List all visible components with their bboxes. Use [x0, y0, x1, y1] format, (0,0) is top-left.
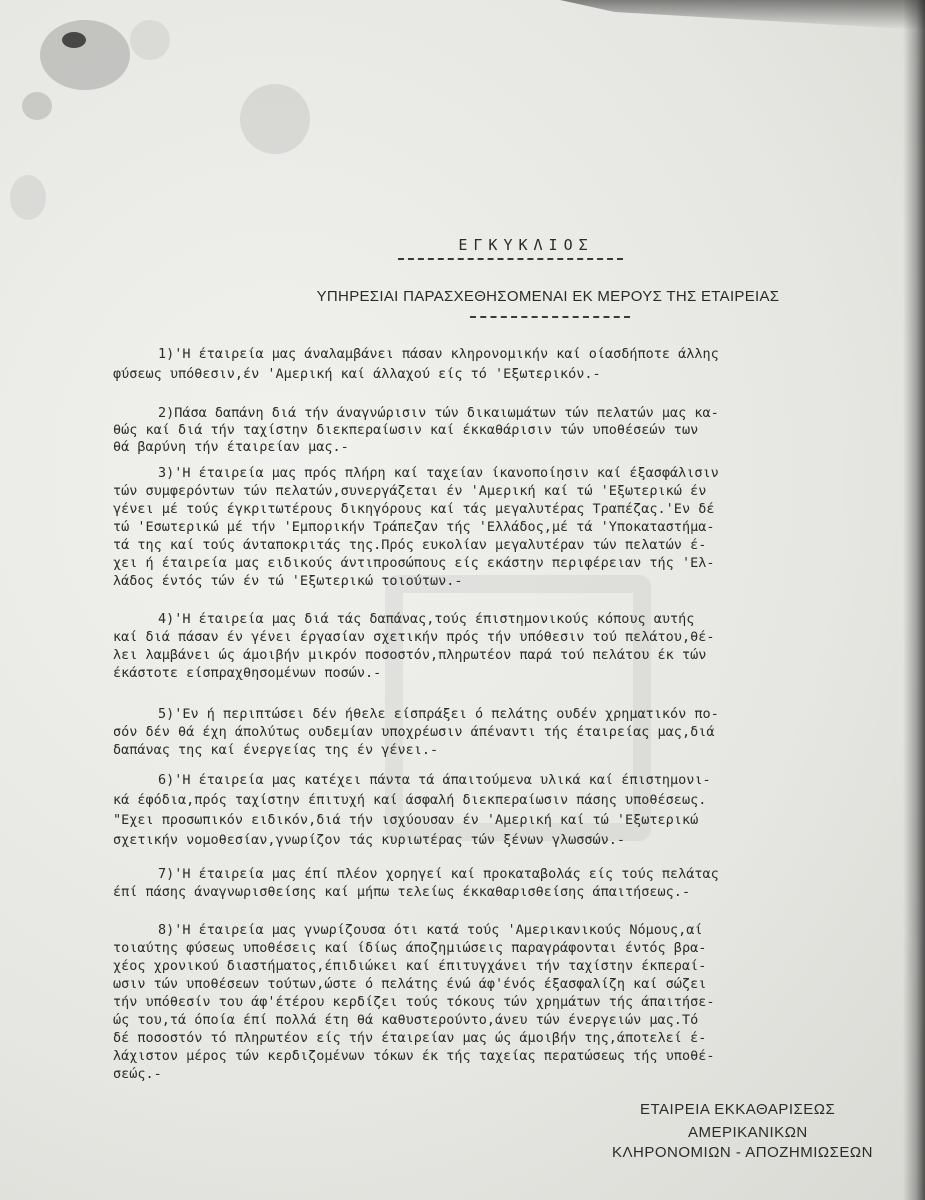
paragraph-line: τά της καί τούς άνταποκριτάς της.Πρός ευκολίαν μεγαλυτέραν τών πελατών έ- [113, 537, 707, 553]
paragraph-line: θώς καί διά τήν ταχίστην διεκπεραίωσιν καί έκκαθάρισιν τών υποθέσεών των [113, 422, 699, 438]
paragraph-line: 7)'Η έταιρεία μας έπί πλέον χορηγεί καί προκαταβολάς είς τούς πελάτας [158, 866, 719, 882]
paragraph-line: σχετικήν νομοθεσίαν,γνωρίζον τάς κυριωτέρας τών ξένων γλωσσών.- [113, 832, 626, 848]
paragraph-line: κά έφόδια,πρός ταχίστην έπιτυχή καί άσφαλή διεκπεραίωσιν πάσης υποθέσεως. [113, 792, 707, 808]
signature-line-inheritance: ΚΛΗΡΟΝΟΜΙΩΝ - ΑΠΟΖΗΜΙΩΣΕΩΝ [612, 1144, 873, 1161]
paragraph-line: τών συμφερόντων τών πελατών,συνεργάζεται έν 'Αμερική καί τώ 'Εξωτερικώ έν [113, 483, 707, 499]
paragraph-line: έκάστοτε είσπραχθησομένων ποσών.- [113, 665, 382, 681]
ink-stain [40, 20, 130, 90]
paragraph-line: φύσεως υπόθεσιν,έν 'Αμερική καί άλλαχού είς τό 'Εξωτερικόν.- [113, 366, 601, 382]
ink-stain [240, 84, 310, 154]
paragraph-line: τοιαύτης φύσεως υποθέσεις καί ίδίως άποζημιώσεις παραγράφονται έντός βρα- [113, 940, 707, 956]
paragraph-line: χέος χρονικού διαστήματος,έπιδιώκει καί έπιτυγχάνει τήν ταχίστην έκπεραί- [113, 958, 707, 974]
document-title: ΕΓΚΥΚΛΙΟΣ [458, 236, 594, 254]
paragraph-line: ωσιν τών υποθέσεων τούτων,ώστε ό πελάτης ένώ άφ'ένός έξασφαλίζη καί σώζει [113, 976, 707, 992]
paragraph-line: 6)'Η έταιρεία μας κατέχει πάντα τά άπαιτούμενα υλικά καί έπιστημονι- [158, 772, 711, 788]
paragraph-line: σεώς.- [113, 1066, 162, 1082]
paragraph-line: 3)'Η έταιρεία μας πρός πλήρη καί ταχείαν ίκανοποίησιν καί έξασφάλισιν [158, 465, 719, 481]
paragraph-line: "Εχει προσωπικόν ειδικόν,διά τήν ισχύουσαν έν 'Αμερική καί τώ 'Εξωτερικώ [113, 812, 699, 828]
paragraph-line: ώς του,τά όποία έπί πολλά έτη θά καθυστερούντο,άνευ τών ένεργειών μας.Τό [113, 1012, 699, 1028]
signature-line-american: ΑΜΕΡΙΚΑΝΙΚΩΝ [688, 1124, 808, 1141]
paragraph-line: λάδος έντός τών έν τώ 'Εξωτερικώ τοιούτων.- [113, 573, 463, 589]
scan-edge-top [560, 0, 925, 30]
signature-line-company: ΕΤΑΙΡΕΙΑ ΕΚΚΑΘΑΡΙΣΕΩΣ [640, 1101, 836, 1118]
paragraph-line: 5)'Εν ή περιπτώσει δέν ήθελε είσπράξει ό πελάτης ουδέν χρηματικόν πο- [158, 706, 719, 722]
paragraph-line: θά βαρύνη τήν έταιρείαν μας.- [113, 439, 349, 455]
ink-stain [10, 175, 46, 220]
paragraph-line: 1)'Η έταιρεία μας άναλαμβάνει πάσαν κληρονομικήν καί οίασδήποτε άλλης [158, 346, 719, 362]
paragraph-line: καί διά πάσαν έν γένει έργασίαν σχετικήν πρός τήν υπόθεσιν τού πελάτου,θέ- [113, 629, 715, 645]
ink-stain [130, 20, 170, 60]
ink-stain [22, 92, 52, 120]
paragraph-line: τώ 'Εσωτερικώ μέ τήν 'Εμπορικήν Τράπεζαν τής 'Ελλάδος,μέ τά 'Υποκαταστήμα- [113, 519, 715, 535]
paragraph-line: 4)'Η έταιρεία μας διά τάς δαπάνας,τούς έπιστημονικούς κόπους αυτής [158, 611, 695, 627]
paragraph-line: δέ ποσοστόν τό πληρωτέον είς τήν έταιρείαν μας ώς άμοιβήν της,άποτελεί έ- [113, 1030, 707, 1046]
paragraph-line: τήν υπόθεσίν του άφ'έτέρου κερδίζει τούς τόκους τών χρημάτων τής άπαιτήσε- [113, 994, 715, 1010]
document-subtitle: ΥΠΗΡΕΣΙΑΙ ΠΑΡΑΣΧΕΘΗΣΟΜΕΝΑΙ ΕΚ ΜΕΡΟΥΣ ΤΗΣ ΕΤΑΙΡΕΙΑΣ [316, 288, 780, 305]
subtitle-underline [470, 316, 630, 318]
paragraph-line: λει λαμβάνει ώς άμοιβήν μικρόν ποσοστόν,πληρωτέον παρά τού πελάτου έκ τών [113, 647, 707, 663]
paragraph-line: λάχιστον μέρος τών κερδιζομένων τόκων έκ τής ταχείας περατώσεως τής υποθέ- [113, 1048, 715, 1064]
title-underline [398, 258, 623, 260]
paragraph-line: γένει μέ τούς έγκριτωτέρους δικηγόρους καί τάς μεγαλυτέρας Τραπέζας.'Εν δέ [113, 501, 715, 517]
paragraph-line: 8)'Η έταιρεία μας γνωρίζουσα ότι κατά τούς 'Αμερικανικούς Νόμους,αί [158, 922, 703, 938]
scan-edge-right [903, 0, 925, 1200]
paragraph-line: 2)Πάσα δαπάνη διά τήν άναγνώρισιν τών δικαιωμάτων τών πελατών μας κα- [158, 405, 719, 421]
ink-stain [62, 32, 86, 48]
paragraph-line: έπί πάσης άναγνωρισθείσης καί μήπω τελείως έκκαθαρισθείσης άπαιτήσεως.- [113, 884, 691, 900]
paragraph-line: σόν δέν θά έχη άπολύτως ουδεμίαν υποχρέωσιν άπέναντι τής έταιρείας μας,διά [113, 724, 715, 740]
paragraph-line: δαπάνας της καί ένεργείας της έν γένει.- [113, 742, 439, 758]
paragraph-line: χει ή έταιρεία μας ειδικούς άντιπροσώπους είς εκάστην περιφέρειαν τής 'Ελ- [113, 555, 715, 571]
